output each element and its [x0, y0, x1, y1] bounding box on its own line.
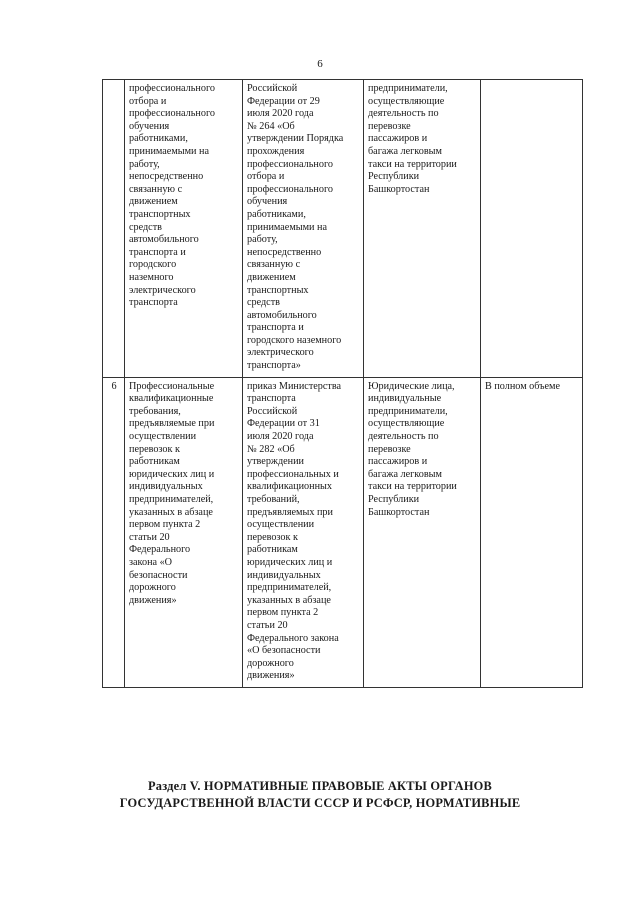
scope-cell — [481, 80, 583, 378]
requirement-name-cell: Профессиональные квалификационные требования, предъявляемые при осуществлении перевозок к работникам юридических лиц и индивидуальных предпринимателей, указанных в абзаце первом пункта 2 статьи 20 Федерального закона «О безопасности дорожного движения» — [125, 377, 243, 687]
subjects-cell: предприниматели, осуществляющие деятельность по перевозке пассажиров и багажа легковым такси на территории Республики Башкортостан — [364, 80, 481, 378]
table-row — [103, 377, 583, 687]
row-number-cell: 6 — [103, 377, 125, 687]
page-number: 6 — [317, 58, 323, 70]
subjects-cell: Юридические лица, индивидуальные предприниматели, осуществляющие деятельность по перевозке пассажиров и багажа легковым такси на территории Республики Башкортостан — [364, 377, 481, 687]
regulatory-acts-table — [102, 79, 583, 688]
legal-act-cell: приказ Министерства транспорта Российской Федерации от 31 июля 2020 года № 282 «Об утверждении профессиональных и квалификационных требований, предъявляемых при осуществлении перевозок к работникам юридических лиц и индивидуальных предпринимателей, указанных в абзаце первом пункта 2 статьи 20 Федерального закона «О безопасности дорожного движения» — [243, 377, 364, 687]
scope-cell: В полном объеме — [481, 377, 583, 687]
requirement-name-cell: профессионального отбора и профессионального обучения работниками, принимаемыми на работу, непосредственно связанную с движением транспортных средств автомобильного транспорта и городского наземного электрического транспорта — [125, 80, 243, 378]
row-number-cell — [103, 80, 125, 378]
table-row — [103, 80, 583, 378]
section-heading-line: Раздел V. НОРМАТИВНЫЕ ПРАВОВЫЕ АКТЫ ОРГАНОВ — [148, 779, 492, 793]
section-heading — [70, 778, 570, 812]
section-heading-line: ГОСУДАРСТВЕННОЙ ВЛАСТИ СССР И РСФСР, НОРМАТИВНЫЕ — [119, 796, 521, 810]
legal-act-cell: Российской Федерации от 29 июля 2020 года № 264 «Об утверждении Порядка прохождения профессионального отбора и профессионального обучения работниками, принимаемыми на работу, непосредственно связанную с движением транспортных средств автомобильного транспорта и городского наземного электрического транспорта» — [243, 80, 364, 378]
